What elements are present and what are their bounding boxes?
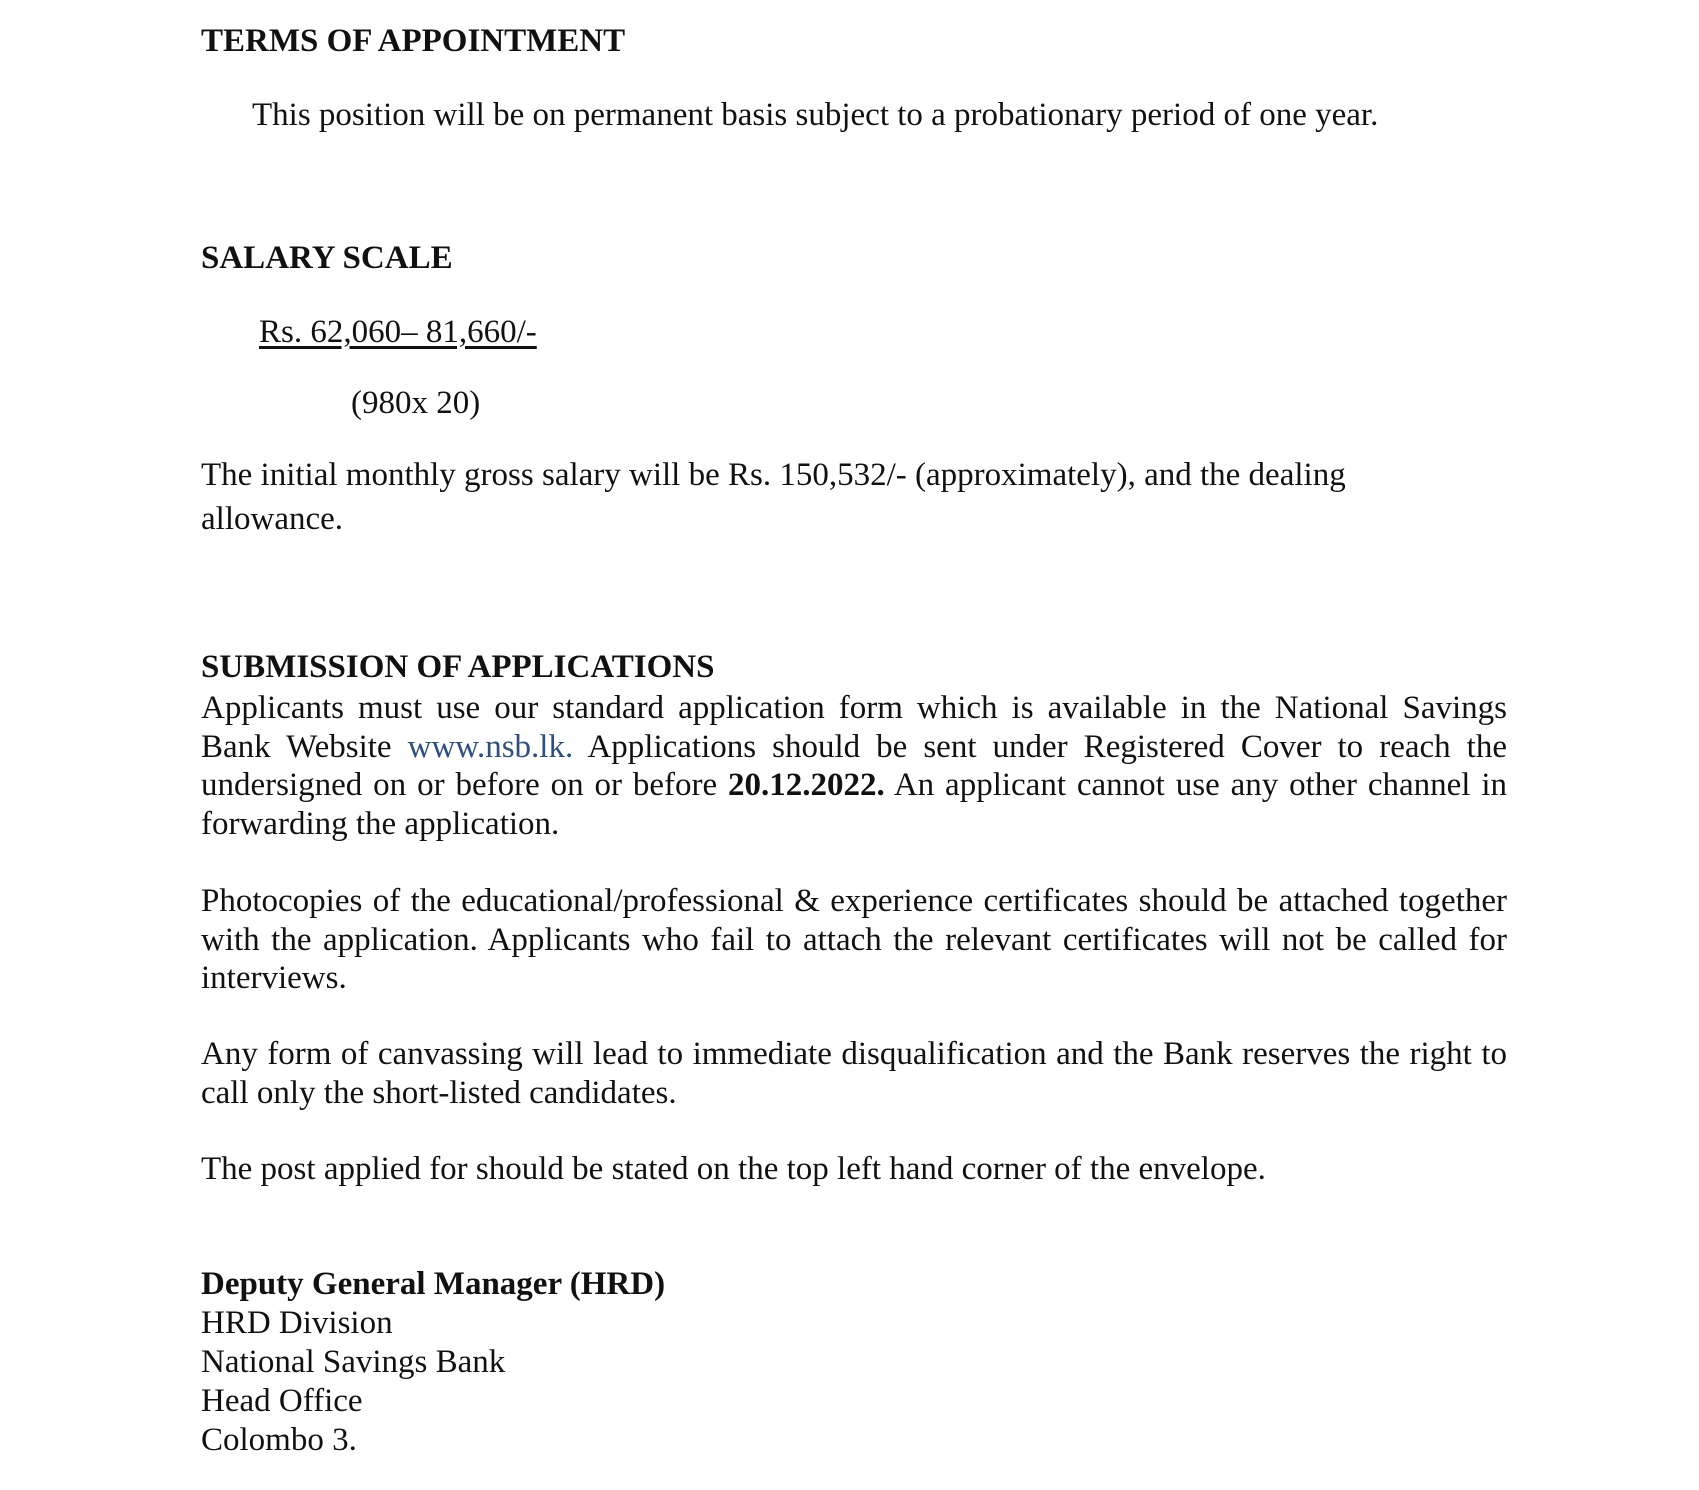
gross-salary-line-2: allowance. bbox=[201, 501, 344, 537]
closing-date: 20.12.2022. bbox=[728, 767, 885, 803]
address-line-3: Head Office bbox=[201, 1383, 363, 1419]
address-title: Deputy General Manager (HRD) bbox=[201, 1266, 666, 1302]
gross-salary-line-1: The initial monthly gross salary will be Rs. 150,532/- (approximately), and the dealing bbox=[201, 457, 1346, 493]
submission-text-part-1: Applicants must use our standard application form which is available in the National Savings Bank Website bbox=[201, 690, 1507, 765]
submission-text-part-2: Applications should be sent under Registered Cover to reach the undersigned on or before on or before bbox=[201, 728, 1507, 803]
submission-paragraph-4: The post applied for should be stated on the top left hand corner of the envelope. bbox=[201, 1151, 1266, 1187]
submission-text-part-3: An applicant cannot use any other channel in forwarding the application. bbox=[201, 767, 1507, 842]
salary-scale: Rs. 62,060– 81,660/- bbox=[259, 314, 537, 350]
address-line-4: Colombo 3. bbox=[201, 1422, 357, 1458]
terms-heading: TERMS OF APPOINTMENT bbox=[201, 23, 626, 59]
submission-paragraph-2: Photocopies of the educational/professional & experience certificates should be attached together with the application. Applicants who fail to attach the relevant certificates will not be called for interviews. bbox=[201, 883, 1507, 996]
address-line-1: HRD Division bbox=[201, 1305, 393, 1341]
salary-heading: SALARY SCALE bbox=[201, 240, 453, 276]
submission-paragraph-3: Any form of canvassing will lead to immediate disqualification and the Bank reserves the right to call only the short-listed candidates. bbox=[201, 1036, 1507, 1111]
submission-heading: SUBMISSION OF APPLICATIONS bbox=[201, 649, 715, 685]
submission-paragraph-1 bbox=[201, 689, 1507, 843]
address-line-2: National Savings Bank bbox=[201, 1344, 506, 1380]
salary-increment: (980x 20) bbox=[351, 385, 481, 421]
nsb-website-link[interactable]: www.nsb.lk. bbox=[407, 728, 574, 765]
terms-text: This position will be on permanent basis subject to a probationary period of one year. bbox=[252, 97, 1379, 133]
